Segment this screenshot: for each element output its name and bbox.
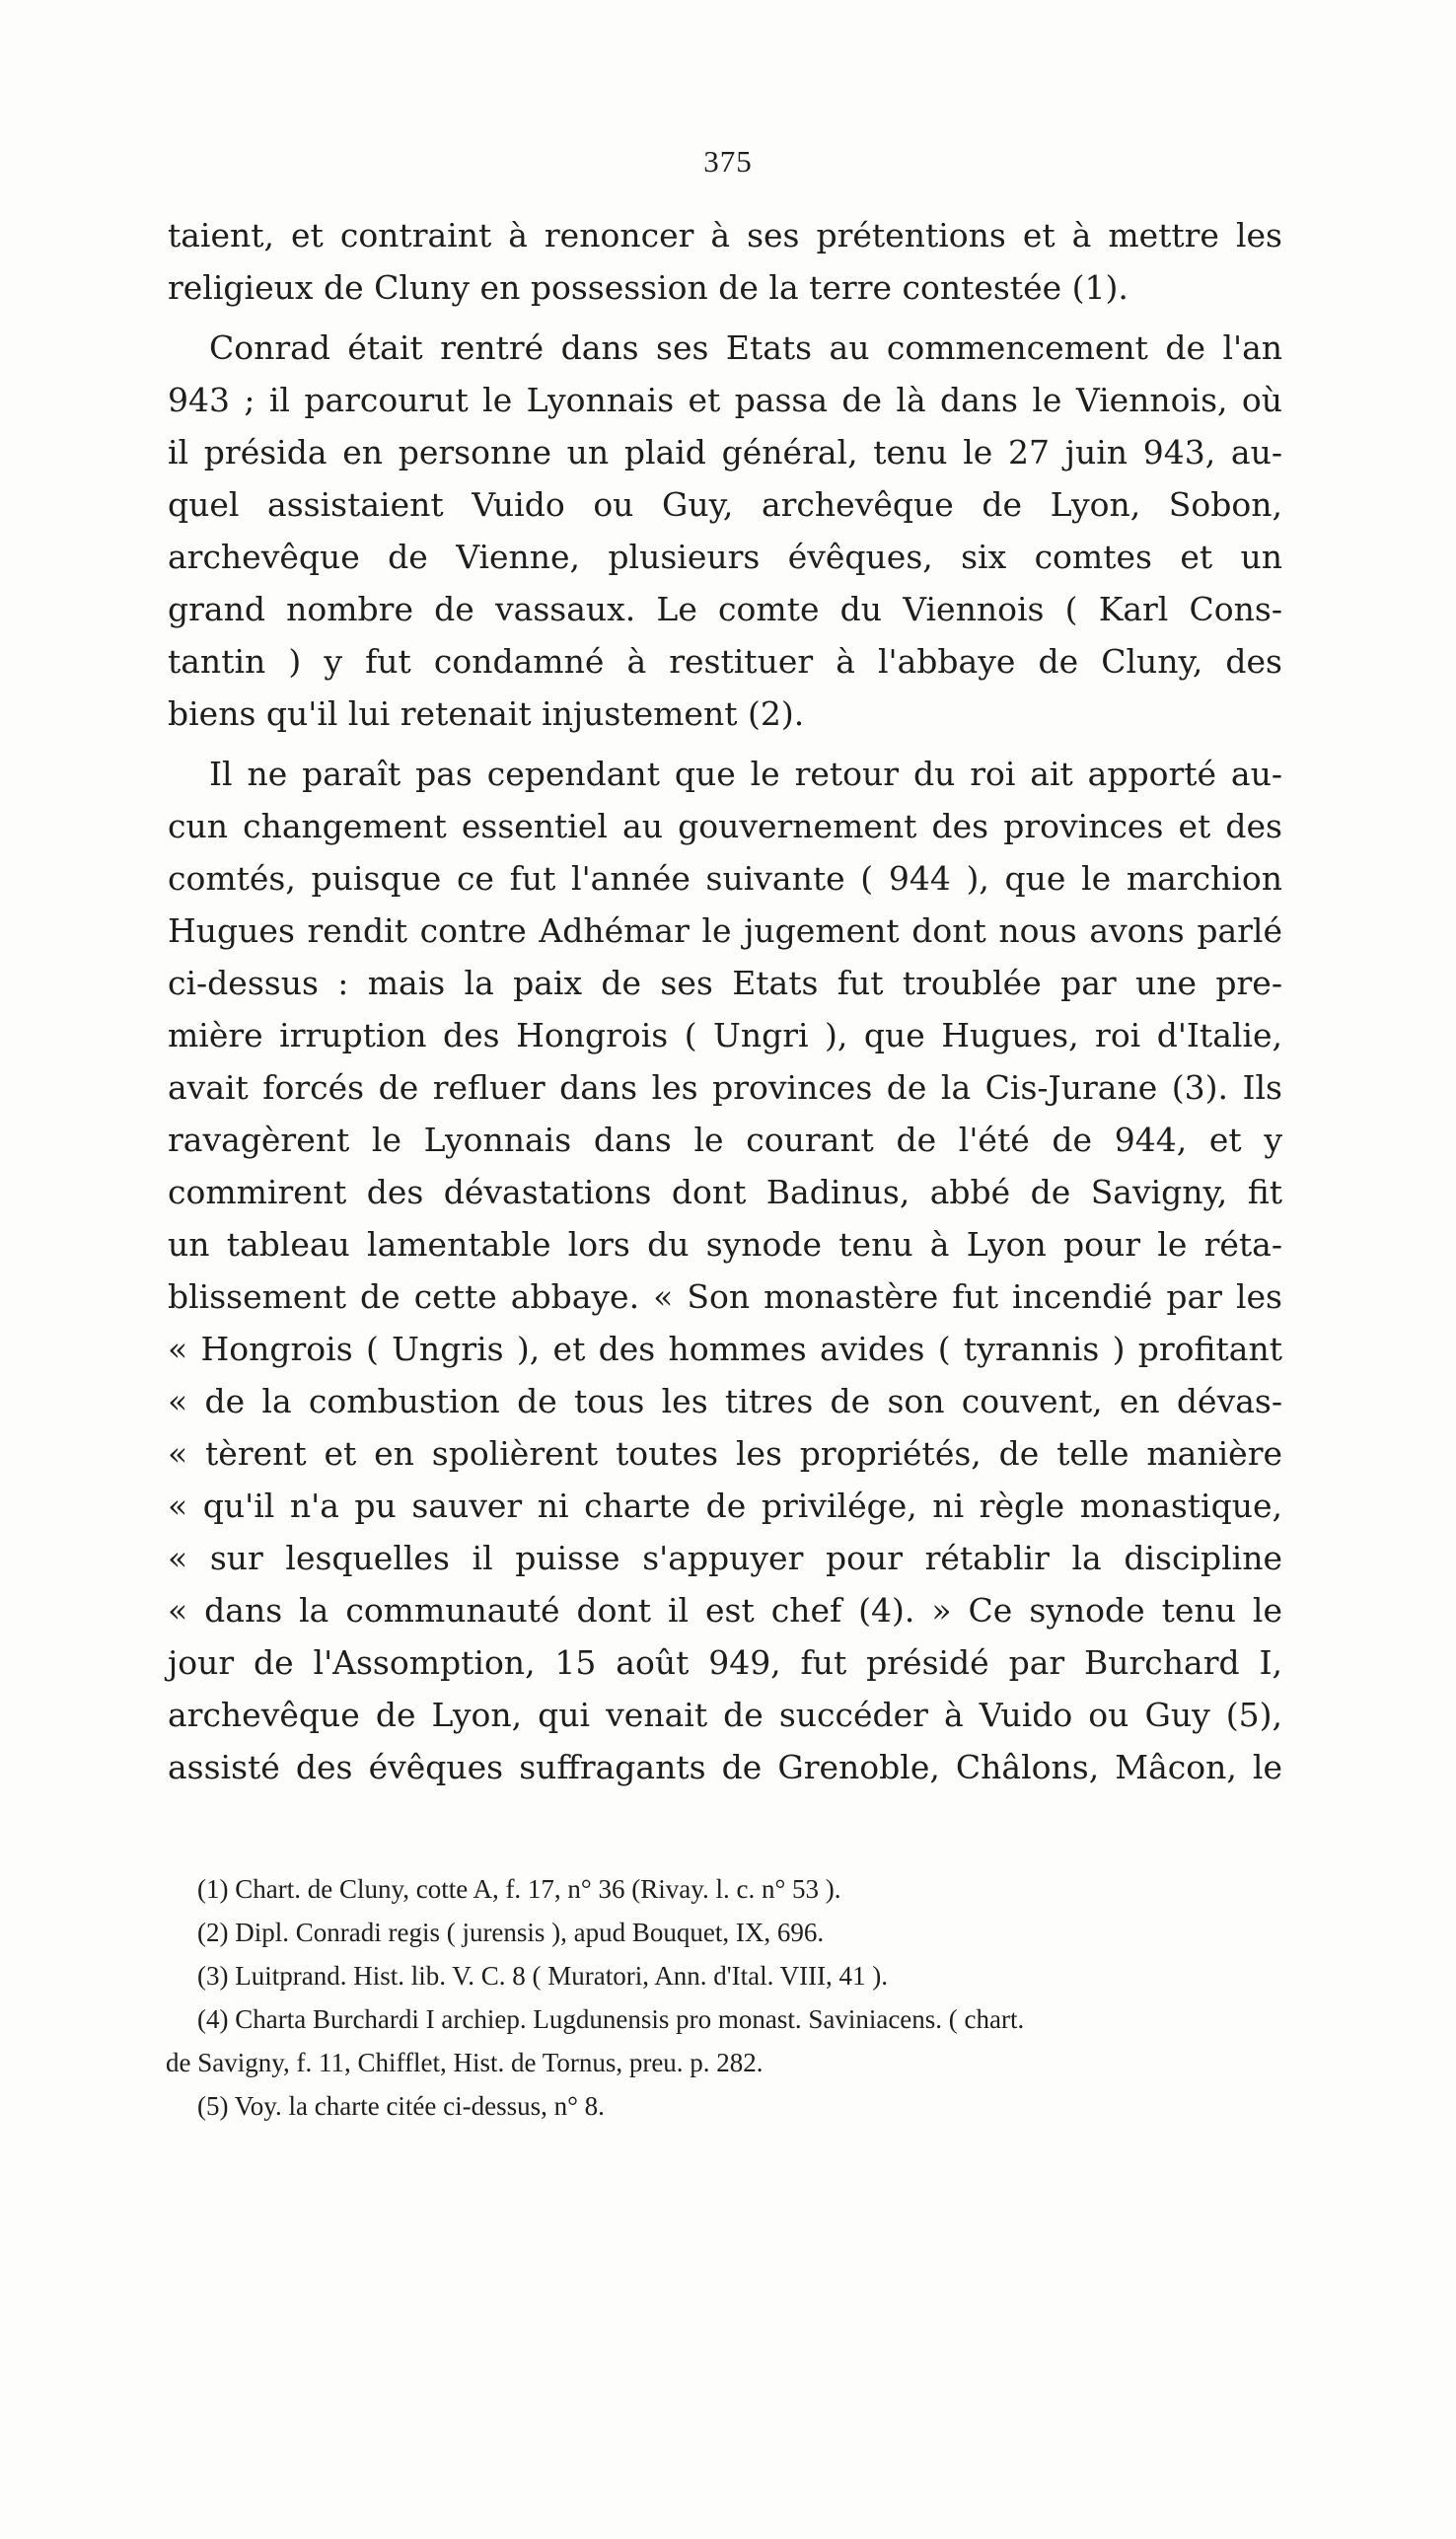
page-number: 375 — [703, 144, 753, 179]
text-line: jour de l'Assomption, 15 août 949, fut présidé par Burchard I, — [168, 1643, 1282, 1682]
footnote-3: (3) Luitprand. Hist. lib. V. C. 8 ( Muratori, Ann. d'Ital. VIII, 41 ). — [197, 1961, 889, 1991]
text-line: cun changement essentiel au gouvernement des provinces et des — [168, 807, 1282, 845]
footnote-5: (5) Voy. la charte citée ci-dessus, n° 8. — [197, 2091, 605, 2121]
text-line: archevêque de Lyon, qui venait de succéder à Vuido ou Guy (5), — [168, 1696, 1282, 1734]
text-line: mière irruption des Hongrois ( Ungri ), que Hugues, roi d'Italie, — [168, 1016, 1282, 1054]
quote-line: « de la combustion de tous les titres de son couvent, en dévas- — [168, 1382, 1282, 1420]
text-line: religieux de Cluny en possession de la terre contestée (1). — [168, 268, 1128, 307]
quote-line: « tèrent et en spolièrent toutes les propriétés, de telle manière — [168, 1434, 1282, 1473]
text-line: un tableau lamentable lors du synode tenu à Lyon pour le réta- — [168, 1225, 1282, 1264]
text-line: biens qu'il lui retenait injustement (2). — [168, 694, 805, 733]
text-line: blissement de cette abbaye. « Son monastère fut incendié par les — [168, 1277, 1282, 1316]
quote-line: « dans la communauté dont il est chef (4). » Ce synode tenu le — [168, 1591, 1282, 1630]
text-line: Hugues rendit contre Adhémar le jugement dont nous avons parlé — [168, 911, 1282, 950]
text-line: archevêque de Vienne, plusieurs évêques, six comtes et un — [168, 538, 1282, 576]
text-line: taient, et contraint à renoncer à ses prétentions et à mettre les — [168, 216, 1282, 254]
text-line: ci-dessus : mais la paix de ses Etats fut troublée par une pre- — [168, 964, 1282, 1002]
text-line: Il ne paraît pas cependant que le retour du roi ait apporté au- — [209, 755, 1282, 793]
paragraph-3 — [168, 748, 1282, 1793]
footnote-4-continuation: de Savigny, f. 11, Chifflet, Hist. de Tornus, preu. p. 282. — [166, 2048, 764, 2077]
footnote-1: (1) Chart. de Cluny, cotte A, f. 17, n° 36 (Rivay. l. c. n° 53 ). — [197, 1874, 841, 1904]
text-line: comtés, puisque ce fut l'année suivante ( 944 ), que le marchion — [168, 859, 1282, 898]
text-line: tantin ) y fut condamné à restituer à l'abbaye de Cluny, des — [168, 642, 1282, 681]
text-line: grand nombre de vassaux. Le comte du Viennois ( Karl Cons- — [168, 590, 1282, 628]
text-line: avait forcés de refluer dans les provinces de la Cis-Jurane (3). Ils — [168, 1068, 1282, 1107]
text-line: quel assistaient Vuido ou Guy, archevêque de Lyon, Sobon, — [168, 485, 1282, 524]
paragraph-2 — [168, 322, 1282, 740]
quote-line: « Hongrois ( Ungris ), et des hommes avides ( tyrannis ) profitant — [168, 1330, 1282, 1368]
paragraph-1 — [168, 209, 1282, 314]
footnotes — [166, 1867, 1282, 2128]
footnote-2: (2) Dipl. Conradi regis ( jurensis ), apud Bouquet, IX, 696. — [197, 1918, 825, 1947]
quote-line: « sur lesquelles il puisse s'appuyer pour rétablir la discipline — [168, 1539, 1282, 1577]
body-text — [168, 209, 1282, 1801]
text-line: commirent des dévastations dont Badinus, abbé de Savigny, fit — [168, 1173, 1282, 1211]
footnote-4: (4) Charta Burchardi I archiep. Lugdunensis pro monast. Saviniacens. ( chart. — [197, 2004, 1025, 2034]
text-line: assisté des évêques suffragants de Grenoble, Châlons, Mâcon, le — [168, 1748, 1282, 1786]
text-line: ravagèrent le Lyonnais dans le courant de l'été de 944, et y — [168, 1121, 1282, 1159]
text-line: il présida en personne un plaid général, tenu le 27 juin 943, au- — [168, 433, 1282, 472]
quote-line: « qu'il n'a pu sauver ni charte de privilége, ni règle monastique, — [168, 1487, 1282, 1525]
text-line: 943 ; il parcourut le Lyonnais et passa de là dans le Viennois, où — [168, 381, 1282, 419]
text-line: Conrad était rentré dans ses Etats au commencement de l'an — [209, 328, 1282, 367]
